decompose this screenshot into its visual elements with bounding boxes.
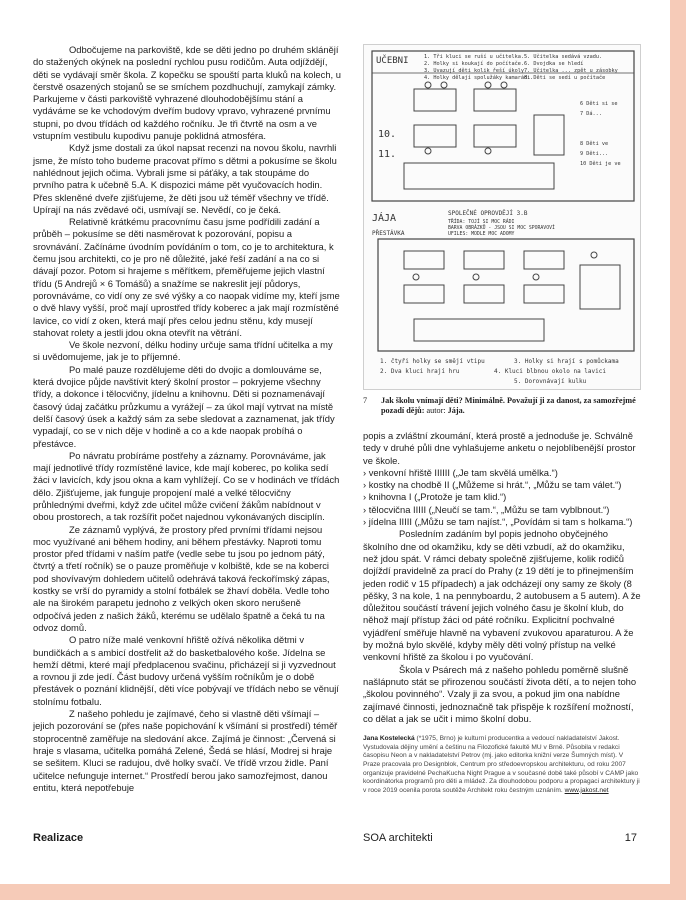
survey-list-item: › knihovna I („Protože je tam klid.“) <box>363 491 507 503</box>
plan2-note: 5. Dorovnávají kulku <box>514 378 587 385</box>
plan2-note: 4. Kluci blbnou okolo na lavici <box>494 368 606 375</box>
plan1-note: 2. Holky si koukají do počítače. <box>424 61 524 67</box>
author-bio <box>363 735 641 795</box>
room-label: 10. <box>378 129 397 140</box>
paragraph: Z našeho pohledu je zajímavé, čeho si vlastně děti všímají – jejich pozorování se (přes naše popichování k všímání si prostředí) téměř stoprocentně zaměřuje na sledování akce. Zajímá je činnost: „Červená si hraje s vlasama, učitelka pomáhá Zelené, Šedá se hlásí, Modrej si hraje se sešitem. Kluci se radujou, dvě holky svačí. Ve třídě vrzou židle. Paní učitelce nefunguje internet.“ Prostředí berou jako samozřejmost, danou entitu, která nepotřebuje <box>33 708 338 793</box>
plan1-note: 6. Dvojdka se hledí <box>524 61 584 67</box>
plan1-note: 8. Děti se sedí u počítače <box>524 75 606 81</box>
plan1-note: 5. Učitelka sedává vzadu. <box>524 54 603 60</box>
paragraph: Relativně krátkému pracovnímu času jsme podřídili zadání a průběh – pokusíme se děti nasměrovat k pozorování, popisu a srovnávání. Začínáme úvodním povídáním o tom, co je to architektura, k čemu jsou architekti, co je pro ně důležité, jaké řeší zadání a na co si dávají pozor. Potom si hrajeme s měřítkem, přeměřujeme jejich vlastní třídu (5 Andrejů × 6 Tomášů) a snažíme se nakreslit její půdorys, porovnáváme, co vidí ony ze své výšky a co naopak vidíme my, kteří jsme o dvě hlavy vyšší, proč mají uprostřed třídy koberec a jak mají rozmístěné lavice, co vidí z oken, která mají přes celou jednu stěnu, kdy musejí stahovat rolety a jestli jdou okna otevřít na větrání. <box>33 216 340 338</box>
svg-text:UFILES: MODLE MOC ADOMY: UFILES: MODLE MOC ADOMY <box>448 232 515 237</box>
plan2-note: 3. Holky si hrají s pomůckama <box>514 358 619 365</box>
plan1-title: UČEBNI <box>376 56 409 66</box>
plan2-note: 1. čtyři holky se smějí vtipu <box>380 358 485 365</box>
plan2-outline <box>378 239 634 351</box>
survey-list-item: › jídelna IIIII („Můžu se tam najíst.“, „Povídám si tam s holkama.“) <box>363 516 633 528</box>
paragraph: Když jsme dostali za úkol napsat recenzi na novou školu, navrhli jsme, že místo toho budeme pracovat přímo s dětmi a pokusíme se školu nahlédnout jejich očima. Vybrali jsme si páťáky, a tak stoupáme do prvního patra k učebně 5.A. K dispozici máme pět vyučovacích hodin. Přes skleněné dveře zjišťujeme, že děti jsou už téměř všechny ve třídě. Upírají na nás zvědavé oči, usmívají se. Nevědí, co je čeká. <box>33 142 337 215</box>
survey-list-item: › kostky na chodbě II („Můžeme si hrát.“, „Můžu se tam válet.“) <box>363 479 622 491</box>
plan2-note: 2. Dva kluci hrají hru <box>380 368 460 375</box>
page-number: 17 <box>624 832 637 844</box>
plan2-name: JÁJA <box>372 213 397 224</box>
article-left-column <box>33 44 341 794</box>
article-right-column <box>363 44 641 795</box>
plan1-note: 3. Uvazují děti kolik řeší úkoly <box>424 68 524 74</box>
article-right-text <box>363 430 641 725</box>
paragraph: Posledním zadáním byl popis jednoho obyčejného školního dne od okamžiku, kdy se děti vzbudí, až do okamžiku, než jdou spát. V rámci debaty společně zjišťujeme, kolik rodičů dojíždí pravidelně za prací do Prahy (z 19 dětí je to přinejmenším jeden rodič v 15 případech) a jak odcházejí ony samy ze školy (8 pěšky, 3 na kole, 1 na pennyboardu, 2 autobusem a 5 autem). A že důležitou součástí trávení jejich volného času je školní klub, do něhož mají přístup žáci od páté ročníku. Explicitní pochvalné vyjádření směřuje hlavně na vybavení zvukovou aparaturou. A že by možná bylo skvělé, kdyby měly děti volný přístup na velké venkovní hřiště za školou i po vyučování. <box>363 528 641 663</box>
plan2-heading: SPOLEČNÉ OPROVDĚJÍ 3.B <box>448 210 528 217</box>
plan2-title: PŘESTÁVKA <box>372 230 405 237</box>
author-bio-text: (*1975, Brno) je kulturní producentka a vedoucí nakladatelství Jakost. Vystudovala dějiny umění a češtinu na Filozofické fakultě MU v Brně. Působila v redakci časopisu Neon a v nakladatelství Petrov (mj. jako editorka knižní verze Šumných míst). V Praze pracovala pro Designblok, Centrum pro středoevropskou architekturu, od roku 2007 organizuje pravidelné PechaKucha Night Prague a v současné době také působí v CAMP jako koordinátorka programů pro děti a mládež. Za dlouhodobou podporu a propagaci architektury ji v roce 2019 ocenila porota soutěže Architekt roku čestným uznáním. <box>363 735 640 794</box>
svg-text:TŘÍDA: TOJÍ SI MOC RÁDI: TŘÍDA: TOJÍ SI MOC RÁDI <box>448 220 515 225</box>
paragraph: Škola v Psárech má z našeho pohledu poměrně slušně našlápnuto stát se přirozenou součástí života dětí, a to nejen toho „školou povinného“. Vzaly ji za svou, a pokud jim ona nabídne zajímavé činnosti, jednoznačně tak přispěje k rozšíření možností, co dělat a jak se učit i mimo školní dobu. <box>363 663 637 724</box>
survey-list-item: › venkovní hřiště IIIIII („Je tam skvělá umělka.“) <box>363 466 558 478</box>
author-name: Jana Kostelecká <box>363 735 415 743</box>
svg-text:10 Děti je ve: 10 Děti je ve <box>580 161 621 167</box>
child-drawing-figure <box>363 44 641 390</box>
paragraph: popis a zvláštní zkoumání, která prostě a jednoduše je. Schválně tedy v druhé půli dne vyhlašujeme anketu o nejoblíbenější prostor ve škole. <box>363 430 636 466</box>
paragraph: Ze záznamů vyplývá, že prostory před prvními třídami nejsou moc využívané ani během hodiny, ani během přestávky. Naproti tomu prostor před třídami v naším patře (vedle sebe tu jsou po jednom pátý, čtvrtý a třetí ročník) se o pauze proměňuje v kolbiště, kde se na koberci pod shovívavým dohledem učitelů odehrává taková řeckořímský zápas, kostky se vrší do pyramidy a stolní fotbálek se žhaví doběla. Vedle toho ale na širokém parapetu jednoho z velkých oken skoro nerušeně odpočívá jeden z našich žáků, kterému se udělalo špatně a čeká tu na odvoz domů. <box>33 523 330 633</box>
svg-text:BARVA OBRÁZKŮ - JSOU SI MOC SP: BARVA OBRÁZKŮ - JSOU SI MOC SPORAVOVÍ <box>448 226 555 231</box>
footer-section: Realizace <box>33 832 84 844</box>
caption-author: Jája. <box>447 406 465 415</box>
plan1-note: 7. Učitelka ... zpět u zásobky <box>524 68 618 74</box>
paragraph: O patro níže malé venkovní hřiště ožívá několika dětmi v bundičkách a s ambicí dostřelit až do basketbalového koše. Jídelna se hemží dětmi, které mají předplacenou svačinu, přicházejí si ji vyzvednout a rovnou ji zde jedí. Část budovy určená vyšším ročníkům je o době přestávek o poznání klidnější, děti více pobývají ve třídách nebo se věnují stolnímu fotbalu. <box>33 634 339 707</box>
svg-text:7 Dá...: 7 Dá... <box>580 111 602 117</box>
paragraph: Odbočujeme na parkoviště, kde se děti jedno po druhém sklánějí do stažených okýnek na poslední rychlou pusu rodičům. Auta odjíždějí, děti se vydávají směr škola. Z kopečku se spouští parta kluků na kolech, u čerstvě osazených stojanů se se smíchem pozdhuchují, zamykají zámky. Parkujeme v části parkoviště vyhrazené dlouhodobějšímu stání a vydáváme se ke vchodovým dveřím budovy vpravo, vyhrazené prvnímu stupni, po dvou třídách od každého ročníku. Je tři čtvrtě na osm a ve vstupním vestibulu kupodivu panuje poklidná atmosféra. <box>33 44 341 142</box>
footer-publication: SOA architekti <box>363 832 433 844</box>
floor-plan-drawing <box>364 45 642 391</box>
plan1-note: 1. Tři kluci se ruší u učitelka. <box>424 54 524 60</box>
svg-text:6 Děti si se: 6 Děti si se <box>580 101 618 107</box>
caption-number: 7 <box>363 396 368 405</box>
paragraph: Po návratu probíráme postřehy a záznamy. Porovnáváme, jak mají jednotlivé třídy rozmístěné lavice, kde mají koberec, po kolika sedí žáci v lavicích, kdy jsou okna a kam vyhlížejí. Co se v hodinách ve třídách dělo. Zjišťujeme, jak funguje propojení malé a velké tělocvičny průhlednými dveřmi, když zde učitel může cvičení žákům nabídnout v obou prostorech, a tak rozšířit počet najednou vykonávaných disciplín. <box>33 449 340 523</box>
paragraph: Po malé pauze rozdělujeme děti do dvojic a domlouváme se, která dvojice půjde navštívit který školní prostor – pokryjeme všechny třídy, a dokonce i tělocvičny, jídelnu a knihovnu. Děti si poznamenávají časový údaj začátku průzkumu a vyrážejí – za úkol mají vytrvat na místě delší časový úsek a každý sám za sebe sledovat a zaznamenat, jak třídy vypadají, co se v nich děje v hodině a co a kde naopak probíhá o přestávce. <box>33 363 335 449</box>
paragraph: Ve škole nezvoní, délku hodiny určuje sama třídní učitelka a my si uvědomujeme, jak je to příjemné. <box>33 339 333 363</box>
svg-text:8 Děti ve: 8 Děti ve <box>580 141 609 147</box>
svg-text:9 Děti...: 9 Děti... <box>580 151 609 157</box>
author-link[interactable]: www.jakost.net <box>564 786 609 794</box>
caption-author-label: autor: <box>426 406 446 415</box>
caption-title: Jak školu vnímají děti? Minimálně. Považují ji za danost, za samozřejmé pozadí dějů: <box>381 396 636 415</box>
figure-caption <box>363 396 641 416</box>
room-label: 11. <box>378 149 397 160</box>
page-footer <box>33 832 637 848</box>
survey-list-item: › tělocvična IIIII („Neučí se tam.“, „Můžu se tam vyblbnout.“) <box>363 503 610 515</box>
plan1-note: 4. Holky dělají spolužáky kamarádi. <box>424 75 534 81</box>
